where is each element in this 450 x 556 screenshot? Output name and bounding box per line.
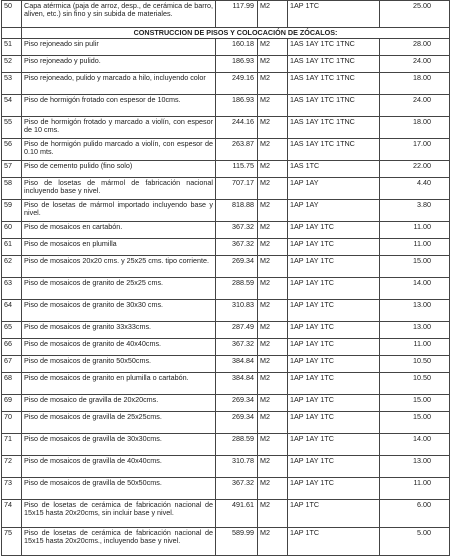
table-row — [2, 178, 450, 200]
price-table — [1, 0, 450, 556]
yield-value: 13.00 — [380, 300, 450, 322]
yield-value: 11.00 — [380, 339, 450, 356]
item-description: Piso de losetas de cerámica de fabricación nacional de 15x15 hasta 20x20cms., incluyendo base y nivel. — [22, 528, 216, 556]
labor-category: 1AS 1TC — [288, 161, 380, 178]
unit: M2 — [258, 56, 288, 73]
section-title: CONSTRUCCION DE PISOS Y COLOCACIÓN DE ZÓCALOS: — [22, 28, 450, 39]
table-row — [2, 95, 450, 117]
unit: M2 — [258, 39, 288, 56]
yield-value: 10.50 — [380, 373, 450, 395]
yield-value: 15.00 — [380, 412, 450, 434]
labor-category: 1AP 1AY 1TC — [288, 222, 380, 239]
unit: M2 — [258, 373, 288, 395]
table-row — [2, 373, 450, 395]
labor-category: 1AP 1AY 1TC — [288, 300, 380, 322]
unit-price: 117.99 — [216, 1, 258, 28]
item-description: Piso de mosaicos de granito en plumilla o cartabón. — [22, 373, 216, 395]
unit-price: 115.75 — [216, 161, 258, 178]
labor-category: 1AP 1TC — [288, 528, 380, 556]
section-blank-cell — [2, 28, 22, 39]
item-number: 61 — [2, 239, 22, 256]
yield-value: 18.00 — [380, 73, 450, 95]
yield-value: 17.00 — [380, 139, 450, 161]
yield-value: 11.00 — [380, 239, 450, 256]
unit: M2 — [258, 478, 288, 500]
yield-value: 28.00 — [380, 39, 450, 56]
labor-category: 1AP 1TC — [288, 500, 380, 528]
item-number: 50 — [2, 1, 22, 28]
unit-price: 707.17 — [216, 178, 258, 200]
unit-price: 367.32 — [216, 239, 258, 256]
unit-price: 589.99 — [216, 528, 258, 556]
table-row — [2, 73, 450, 95]
table-row — [2, 1, 450, 28]
unit-price: 249.16 — [216, 73, 258, 95]
unit: M2 — [258, 395, 288, 412]
unit-price: 288.59 — [216, 434, 258, 456]
item-description: Piso rejoneado y pulido. — [22, 56, 216, 73]
item-number: 56 — [2, 139, 22, 161]
item-description: Piso de mosaicos en cartabón. — [22, 222, 216, 239]
unit-price: 818.88 — [216, 200, 258, 222]
item-number: 66 — [2, 339, 22, 356]
labor-category: 1AP 1AY 1TC — [288, 339, 380, 356]
yield-value: 3.80 — [380, 200, 450, 222]
item-number: 74 — [2, 500, 22, 528]
item-number: 63 — [2, 278, 22, 300]
unit: M2 — [258, 256, 288, 278]
table-row — [2, 434, 450, 456]
yield-value: 25.00 — [380, 1, 450, 28]
item-description: Piso de mosaicos de granito 33x33cms. — [22, 322, 216, 339]
labor-category: 1AS 1AY 1TC 1TNC — [288, 39, 380, 56]
item-number: 53 — [2, 73, 22, 95]
item-number: 71 — [2, 434, 22, 456]
unit: M2 — [258, 300, 288, 322]
item-description: Piso de hormigón pulido marcado a violín, con espesor de 0.10 mts. — [22, 139, 216, 161]
yield-value: 4.40 — [380, 178, 450, 200]
table-row — [2, 56, 450, 73]
item-number: 54 — [2, 95, 22, 117]
unit: M2 — [258, 95, 288, 117]
item-number: 64 — [2, 300, 22, 322]
table-row — [2, 412, 450, 434]
labor-category: 1AS 1AY 1TC 1TNC — [288, 117, 380, 139]
item-description: Piso de mosaicos de gravilla de 30x30cms. — [22, 434, 216, 456]
unit-price: 491.61 — [216, 500, 258, 528]
item-number: 55 — [2, 117, 22, 139]
labor-category: 1AS 1AY 1TC 1TNC — [288, 139, 380, 161]
unit: M2 — [258, 278, 288, 300]
table-row — [2, 278, 450, 300]
yield-value: 15.00 — [380, 256, 450, 278]
labor-category: 1AP 1AY 1TC — [288, 373, 380, 395]
unit: M2 — [258, 73, 288, 95]
item-description: Capa atérmica (paja de arroz, desp., de cerámica de barro, aliven, etc.) sin fino y sin subida de materiales. — [22, 1, 216, 28]
item-description: Piso de mosaicos en plumilla — [22, 239, 216, 256]
yield-value: 5.00 — [380, 528, 450, 556]
item-description: Piso de hormigón frotado con espesor de 10cms. — [22, 95, 216, 117]
item-description: Piso de mosaicos de gravilla de 40x40cms. — [22, 456, 216, 478]
item-description: Piso de mosaicos de granito de 30x30 cms. — [22, 300, 216, 322]
table-row — [2, 339, 450, 356]
item-description: Piso de mosaicos de granito de 40x40cms. — [22, 339, 216, 356]
labor-category: 1AP 1AY 1TC — [288, 456, 380, 478]
table-row — [2, 117, 450, 139]
unit: M2 — [258, 456, 288, 478]
item-number: 58 — [2, 178, 22, 200]
item-number: 70 — [2, 412, 22, 434]
unit-price: 186.93 — [216, 56, 258, 73]
item-number: 62 — [2, 256, 22, 278]
yield-value: 24.00 — [380, 95, 450, 117]
unit-price: 269.34 — [216, 395, 258, 412]
labor-category: 1AP 1AY 1TC — [288, 239, 380, 256]
item-number: 52 — [2, 56, 22, 73]
item-description: Piso de losetas de cerámica de fabricación nacional de 15x15 hasta 20x20cms, sin incluir base y nivel. — [22, 500, 216, 528]
table-row — [2, 300, 450, 322]
table-row — [2, 395, 450, 412]
table-row — [2, 356, 450, 373]
yield-value: 14.00 — [380, 434, 450, 456]
unit: M2 — [258, 161, 288, 178]
unit-price: 244.16 — [216, 117, 258, 139]
table-row — [2, 500, 450, 528]
yield-value: 18.00 — [380, 117, 450, 139]
unit: M2 — [258, 178, 288, 200]
unit: M2 — [258, 139, 288, 161]
labor-category: 1AP 1AY 1TC — [288, 278, 380, 300]
unit: M2 — [258, 222, 288, 239]
labor-category: 1AS 1AY 1TC 1TNC — [288, 73, 380, 95]
unit: M2 — [258, 117, 288, 139]
unit: M2 — [258, 434, 288, 456]
table-row — [2, 222, 450, 239]
unit: M2 — [258, 356, 288, 373]
table-row — [2, 322, 450, 339]
table-row — [2, 139, 450, 161]
yield-value: 10.50 — [380, 356, 450, 373]
table-row — [2, 528, 450, 556]
unit-price: 288.59 — [216, 278, 258, 300]
unit: M2 — [258, 200, 288, 222]
item-number: 72 — [2, 456, 22, 478]
section-header-row — [2, 28, 450, 39]
item-number: 59 — [2, 200, 22, 222]
labor-category: 1AP 1TC — [288, 1, 380, 28]
item-number: 75 — [2, 528, 22, 556]
labor-category: 1AP 1AY 1TC — [288, 412, 380, 434]
labor-category: 1AS 1AY 1TC 1TNC — [288, 95, 380, 117]
item-description: Piso de cemento pulido (fino solo) — [22, 161, 216, 178]
unit-price: 269.34 — [216, 412, 258, 434]
table-row — [2, 161, 450, 178]
unit-price: 160.18 — [216, 39, 258, 56]
item-description: Piso rejoneado, pulido y marcado a hilo, incluyendo color — [22, 73, 216, 95]
unit-price: 186.93 — [216, 95, 258, 117]
labor-category: 1AP 1AY — [288, 178, 380, 200]
item-description: Piso de mosaicos de granito de 25x25 cms. — [22, 278, 216, 300]
unit: M2 — [258, 412, 288, 434]
unit-price: 384.84 — [216, 373, 258, 395]
table-row — [2, 239, 450, 256]
yield-value: 6.00 — [380, 500, 450, 528]
unit: M2 — [258, 1, 288, 28]
unit-price: 263.87 — [216, 139, 258, 161]
table-body — [2, 1, 450, 556]
item-description: Piso de mosaicos de gravilla de 50x50cms. — [22, 478, 216, 500]
unit-price: 310.83 — [216, 300, 258, 322]
yield-value: 24.00 — [380, 56, 450, 73]
item-description: Piso de losetas de mármol importado incluyendo base y nivel. — [22, 200, 216, 222]
table-row — [2, 39, 450, 56]
table-row — [2, 256, 450, 278]
unit: M2 — [258, 339, 288, 356]
labor-category: 1AP 1AY 1TC — [288, 434, 380, 456]
unit-price: 269.34 — [216, 256, 258, 278]
yield-value: 14.00 — [380, 278, 450, 300]
yield-value: 22.00 — [380, 161, 450, 178]
item-description: Piso de mosaicos de gravilla de 25x25cms. — [22, 412, 216, 434]
labor-category: 1AP 1AY 1TC — [288, 395, 380, 412]
item-number: 60 — [2, 222, 22, 239]
labor-category: 1AP 1AY 1TC — [288, 356, 380, 373]
unit: M2 — [258, 322, 288, 339]
item-number: 65 — [2, 322, 22, 339]
unit: M2 — [258, 528, 288, 556]
item-number: 67 — [2, 356, 22, 373]
item-description: Piso de mosaicos 20x20 cms. y 25x25 cms. tipo corriente. — [22, 256, 216, 278]
unit-price: 367.32 — [216, 339, 258, 356]
yield-value: 15.00 — [380, 395, 450, 412]
table-row — [2, 200, 450, 222]
labor-category: 1AP 1AY 1TC — [288, 256, 380, 278]
item-number: 73 — [2, 478, 22, 500]
unit: M2 — [258, 239, 288, 256]
item-number: 69 — [2, 395, 22, 412]
unit: M2 — [258, 500, 288, 528]
unit-price: 367.32 — [216, 222, 258, 239]
yield-value: 13.00 — [380, 322, 450, 339]
labor-category: 1AP 1AY 1TC — [288, 322, 380, 339]
labor-category: 1AP 1AY — [288, 200, 380, 222]
item-description: Piso de hormigón frotado y marcado a violín, con espesor de 10 cms. — [22, 117, 216, 139]
table-row — [2, 456, 450, 478]
yield-value: 11.00 — [380, 478, 450, 500]
item-description: Piso de mosaicos de granito 50x50cms. — [22, 356, 216, 373]
table-row — [2, 478, 450, 500]
unit-price: 384.84 — [216, 356, 258, 373]
labor-category: 1AS 1AY 1TC 1TNC — [288, 56, 380, 73]
item-number: 57 — [2, 161, 22, 178]
item-description: Piso rejoneado sin pulir — [22, 39, 216, 56]
yield-value: 13.00 — [380, 456, 450, 478]
labor-category: 1AP 1AY 1TC — [288, 478, 380, 500]
unit-price: 310.78 — [216, 456, 258, 478]
unit-price: 287.49 — [216, 322, 258, 339]
item-description: Piso de mosaico de gravilla de 20x20cms. — [22, 395, 216, 412]
item-number: 51 — [2, 39, 22, 56]
item-number: 68 — [2, 373, 22, 395]
yield-value: 11.00 — [380, 222, 450, 239]
unit-price: 367.32 — [216, 478, 258, 500]
item-description: Piso de losetas de mármol de fabricación nacional incluyendo base y nivel. — [22, 178, 216, 200]
